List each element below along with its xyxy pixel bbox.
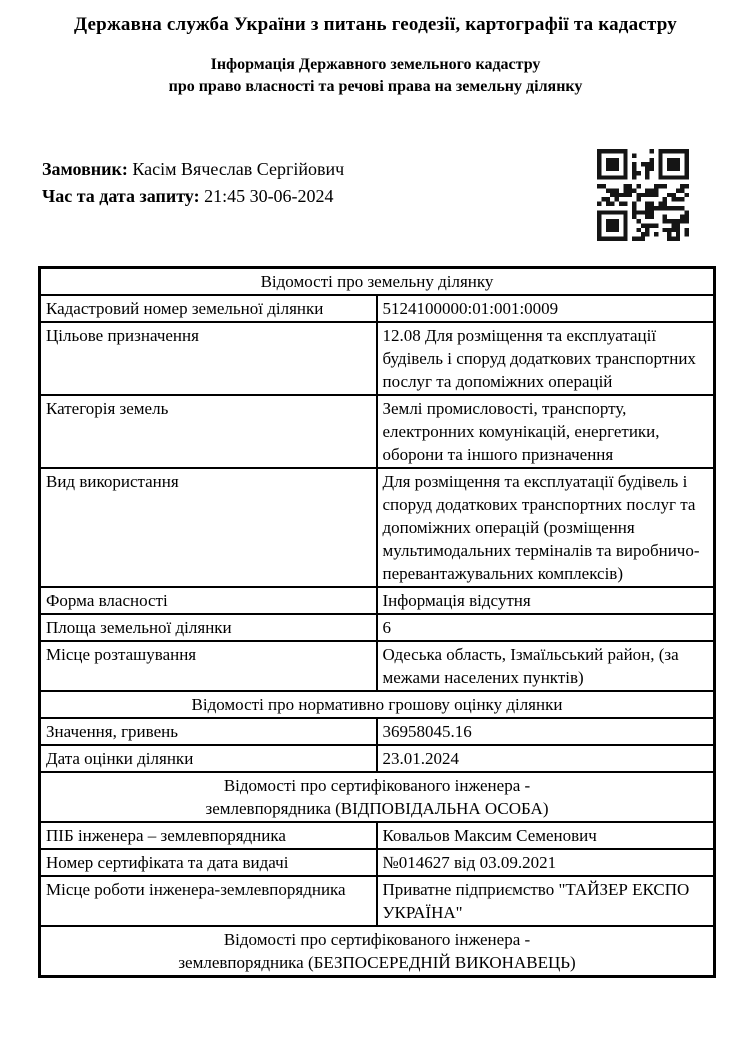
section-header-row [40,268,715,296]
land-parcel-table [38,266,716,978]
section-header-row [40,926,715,977]
table-row [40,849,715,876]
qr-code-pattern [597,149,689,241]
row-label: Місце розташування [40,641,377,691]
subtitle-line-2: про право власності та речові права на земельну ділянку [168,78,583,95]
row-value: 5124100000:01:001:0009 [377,295,715,322]
table-row-highlighted [40,614,715,641]
qr-code-icon [597,149,689,241]
customer-value: Касім Вячеслав Сергійович [132,159,345,179]
request-datetime-label: Час та дата запиту: [42,186,200,206]
request-info-block [42,156,344,210]
row-value: 23.01.2024 [377,745,715,772]
row-value: Землі промисловості, транспорту, електронних комунікацій, енергетики, оборони та іншого призначення [377,395,715,468]
row-label: Значення, гривень [40,718,377,745]
row-value: Ковальов Максим Семенович [377,822,715,849]
table-row-highlighted [40,468,715,587]
row-label: Категорія земель [40,395,377,468]
section-header-text: Відомості про сертифікованого інженера - землевпорядника (БЕЗПОСЕРЕДНІЙ ВИКОНАВЕЦЬ) [178,930,576,972]
customer-label: Замовник: [42,159,128,179]
table-row [40,322,715,395]
row-label: Місце роботи інженера-землевпорядника [40,876,377,926]
row-label: ПІБ інженера – землевпорядника [40,822,377,849]
section-header-row [40,772,715,822]
subtitle-line-1: Інформація Державного земельного кадастру [210,56,541,73]
request-datetime-value: 21:45 30-06-2024 [204,186,334,206]
table-row [40,587,715,614]
section-header-row [40,691,715,718]
row-value: Приватне підприємство "ТАЙЗЕР ЕКСПО УКРАЇНА" [377,876,715,926]
table-row [40,718,715,745]
table-row [40,395,715,468]
section-header-engineer-responsible [40,772,715,822]
table-row-highlighted [40,641,715,691]
table-row [40,876,715,926]
row-label: Дата оцінки ділянки [40,745,377,772]
row-value: Для розміщення та експлуатації будівель і споруд додаткових транспортних послуг та допоміжних операцій (розміщення мультимодальних терміналів та виробничо-перевантажувальних комплексів) [377,468,715,587]
customer-line [42,156,344,183]
row-label: Цільове призначення [40,322,377,395]
section-header-parcel-info: Відомості про земельну ділянку [40,268,715,296]
row-value: Інформація відсутня [377,587,715,614]
row-label: Форма власності [40,587,377,614]
section-header-text: Відомості про сертифікованого інженера - землевпорядника (ВІДПОВІДАЛЬНА ОСОБА) [205,776,549,818]
table-row [40,745,715,772]
request-datetime-line [42,183,344,210]
page-title: Державна служба України з питань геодезії, картографії та кадастру [74,14,677,35]
section-header-engineer-executor [40,926,715,977]
document-subtitle [0,54,751,98]
row-value: Одеська область, Ізмаїльський район, (за межами населених пунктів) [377,641,715,691]
row-label: Номер сертифіката та дата видачі [40,849,377,876]
row-value: 12.08 Для розміщення та експлуатації будівель і споруд додаткових транспортних послуг та допоміжних операцій [377,322,715,395]
row-label: Вид використання [40,468,377,587]
row-label: Кадастровий номер земельної ділянки [40,295,377,322]
table-row [40,822,715,849]
section-header-valuation: Відомості про нормативно грошову оцінку ділянки [40,691,715,718]
row-value: 36958045.16 [377,718,715,745]
row-value: №014627 від 03.09.2021 [377,849,715,876]
row-label: Площа земельної ділянки [40,614,377,641]
table-row [40,295,715,322]
row-value: 6 [377,614,715,641]
